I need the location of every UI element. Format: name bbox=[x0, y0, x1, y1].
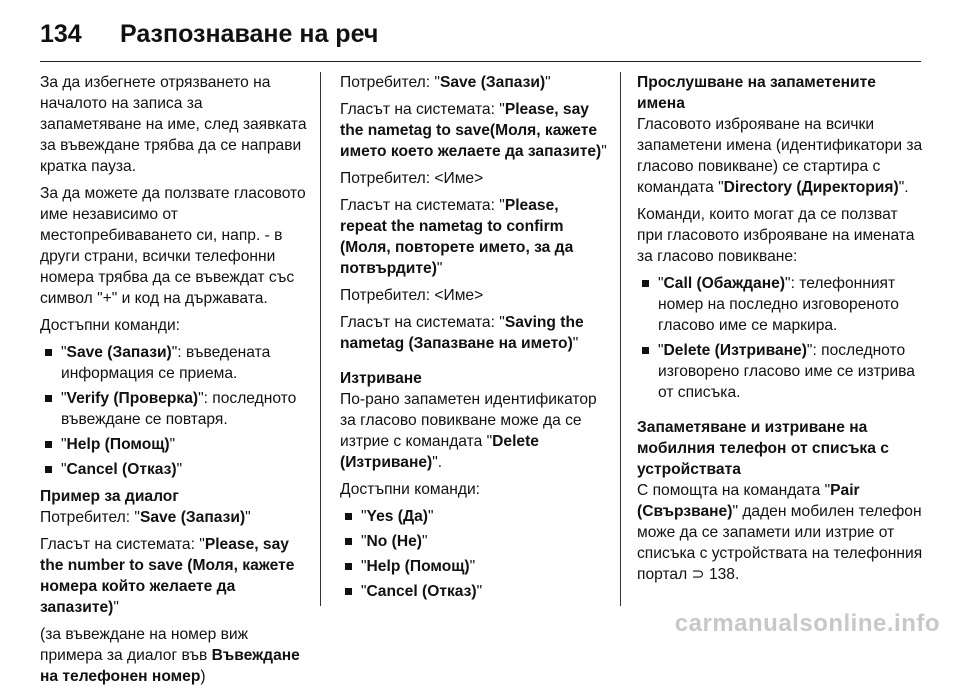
page-ref-arrow-icon: ⊃ bbox=[691, 566, 705, 583]
command-list bbox=[340, 506, 608, 602]
command-list bbox=[637, 273, 927, 403]
dialog-prefix: Потребител: bbox=[340, 74, 435, 91]
command-desc: : последното въвеждане се повтаря. bbox=[61, 390, 297, 428]
command-name: Directory (Директория) bbox=[723, 179, 899, 196]
command-name: Pair (Свързване) bbox=[637, 482, 860, 520]
dialog-system: Гласът на системата: "Please, say the nametag to save(Моля, кажете името което желаете да запазите)" bbox=[340, 101, 607, 160]
list-item: "No (Не)" bbox=[340, 531, 608, 552]
page-number: 134 bbox=[40, 20, 82, 48]
bullet-icon bbox=[345, 563, 352, 570]
column-divider bbox=[620, 72, 621, 606]
paragraph: По-рано запаметен идентификатор за гласово повикване може да се изтрие с командата "Delete (Изтриване)". bbox=[340, 391, 597, 471]
section-heading: Запаметяване и изтриване на мобилния телефон от списъка с устройствата bbox=[637, 419, 889, 478]
bullet-icon bbox=[345, 538, 352, 545]
dialog-command: Save (Запази) bbox=[439, 74, 546, 91]
dialog-message: Saving the nametag (Запазване на името) bbox=[340, 314, 584, 352]
command-name: Yes (Да) bbox=[366, 508, 428, 525]
paragraph: Достъпни команди: bbox=[40, 317, 181, 334]
command-name: Save (Запази) bbox=[66, 344, 172, 361]
dialog-user: Потребител: "Save (Запази)" bbox=[40, 509, 251, 526]
list-item: "Call (Обаждане)": телефонният номер на последно изговореното гласово име се маркира. bbox=[637, 273, 927, 336]
dialog-command: Save (Запази) bbox=[139, 509, 246, 526]
paragraph-text: С помощта на командата bbox=[637, 482, 825, 499]
page-title: Разпознаване на реч bbox=[120, 20, 379, 48]
dialog-prefix: Гласът на системата: bbox=[340, 314, 500, 331]
note bbox=[40, 624, 308, 687]
bullet-icon bbox=[345, 513, 352, 520]
paragraph: Достъпни команди: bbox=[340, 481, 481, 498]
command-name: Call (Обаждане) bbox=[663, 275, 786, 292]
column-3 bbox=[637, 72, 927, 591]
watermark: carmanualsonline.info bbox=[674, 610, 940, 637]
paragraph: За да избегнете отрязването на началото на записа за запаметяване на име, след заявката за въвеждане трябва да се направи кратка пауза. bbox=[40, 74, 307, 175]
bullet-icon bbox=[45, 395, 52, 402]
dialog-prefix: Гласът на системата: bbox=[340, 197, 500, 214]
paragraph: Гласовото изброяване на всички запаметени имена (идентификатори за гласово повикване) се стартира с командата "Directory (Директория)". bbox=[637, 116, 923, 196]
dialog-message: Please, say the nametag to save(Моля, кажете името което желаете да запазите) bbox=[340, 101, 602, 160]
list-item: "Help (Помощ)" bbox=[40, 434, 308, 455]
paragraph-text: даден мобилен телефон може да се запамети или изтрие от списъка с устройствата на телефонния портал bbox=[637, 503, 923, 583]
bullet-icon bbox=[642, 347, 649, 354]
paragraph-text: Гласовото изброяване на всички запаметени имена (идентификатори за гласово повикване) се стартира с командата bbox=[637, 116, 923, 196]
dialog-user: Потребител: "Save (Запази)" bbox=[340, 74, 551, 91]
note-ref: Въвеждане на телефонен номер bbox=[40, 647, 300, 685]
list-item: "Save (Запази)": въведената информация се приема. bbox=[40, 342, 308, 384]
command-name: Cancel (Отказ) bbox=[366, 583, 477, 600]
paragraph-text: По-рано запаметен идентификатор за гласово повикване може да се изтрие с командата bbox=[340, 391, 597, 450]
dialog-message: Please, repeat the nametag to confirm (Моля, повторете името, за да потвърдите) bbox=[340, 197, 574, 277]
list-item: "Verify (Проверка)": последното въвеждане се повтаря. bbox=[40, 388, 308, 430]
note-text: (за въвеждане на номер виж примера за диалог във bbox=[40, 626, 249, 664]
page-ref: 138. bbox=[704, 566, 740, 583]
paragraph: Команди, които могат да се ползват при гласовото изброяване на имената за гласово повикване: bbox=[637, 206, 915, 265]
list-item: "Delete (Изтриване)": последното изговорено гласово име се изтрива от списъка. bbox=[637, 340, 927, 403]
list-item: "Cancel (Отказ)" bbox=[340, 581, 608, 602]
dialog-prefix: Гласът на системата: bbox=[340, 101, 500, 118]
note-text: ) bbox=[200, 668, 206, 685]
command-desc: : въведената информация се приема. bbox=[61, 344, 271, 382]
command-name: Help (Помощ) bbox=[66, 436, 170, 453]
section-heading: Изтриване bbox=[340, 370, 422, 387]
command-name: Delete (Изтриване) bbox=[340, 433, 539, 471]
dialog-system: Гласът на системата: "Please, repeat the nametag to confirm (Моля, повторете името, за да потвърдите)" bbox=[340, 197, 574, 277]
dialog-message: Please, say the number to save (Моля, кажете номера който желаете да запазите) bbox=[40, 536, 295, 616]
list-item: "Cancel (Отказ)" bbox=[40, 459, 308, 480]
header-rule bbox=[40, 61, 921, 62]
list-item: "Help (Помощ)" bbox=[340, 556, 608, 577]
command-desc: : последното изговорено гласово име се изтрива от списъка. bbox=[658, 342, 915, 401]
command-name: Verify (Проверка) bbox=[66, 390, 199, 407]
page-header bbox=[40, 12, 920, 60]
paragraph-text: . bbox=[904, 179, 909, 196]
list-item: "Yes (Да)" bbox=[340, 506, 608, 527]
command-name: Cancel (Отказ) bbox=[66, 461, 177, 478]
column-1 bbox=[40, 72, 308, 693]
bullet-icon bbox=[45, 349, 52, 356]
dialog-system: Гласът на системата: "Please, say the number to save (Моля, кажете номера който желаете да запазите)" bbox=[40, 536, 295, 616]
dialog-prefix: Гласът на системата: bbox=[40, 536, 200, 553]
dialog-user: Потребител: <Име> bbox=[340, 170, 484, 187]
bullet-icon bbox=[345, 588, 352, 595]
section-heading: Пример за диалог bbox=[40, 488, 179, 505]
bullet-icon bbox=[45, 466, 52, 473]
column-2 bbox=[340, 72, 608, 608]
paragraph: За да можете да ползвате гласовото име независимо от местопребиваването си, напр. - в други страни, всички телефонни номера трябва да се въвеждат със символ "+" и код на държавата. bbox=[40, 185, 306, 307]
column-divider bbox=[320, 72, 321, 606]
dialog-system: Гласът на системата: "Saving the nametag (Запазване на името)" bbox=[340, 314, 584, 352]
bullet-icon bbox=[642, 280, 649, 287]
bullet-icon bbox=[45, 441, 52, 448]
command-name: Delete (Изтриване) bbox=[663, 342, 807, 359]
command-desc: : телефонният номер на последно изговореното гласово име се маркира. bbox=[658, 275, 899, 334]
section-heading: Прослушване на запаметените имена bbox=[637, 74, 876, 112]
paragraph-text: . bbox=[437, 454, 443, 471]
paragraph: С помощта на командата "Pair (Свързване)" даден мобилен телефон може да се запамети или изтрие от списъка с устройствата на телефонния портал ⊃ 138. bbox=[637, 482, 923, 583]
command-name: No (Не) bbox=[366, 533, 422, 550]
command-name: Help (Помощ) bbox=[366, 558, 470, 575]
command-list bbox=[40, 342, 308, 480]
dialog-user: Потребител: <Име> bbox=[340, 287, 484, 304]
dialog-prefix: Потребител: bbox=[40, 509, 135, 526]
